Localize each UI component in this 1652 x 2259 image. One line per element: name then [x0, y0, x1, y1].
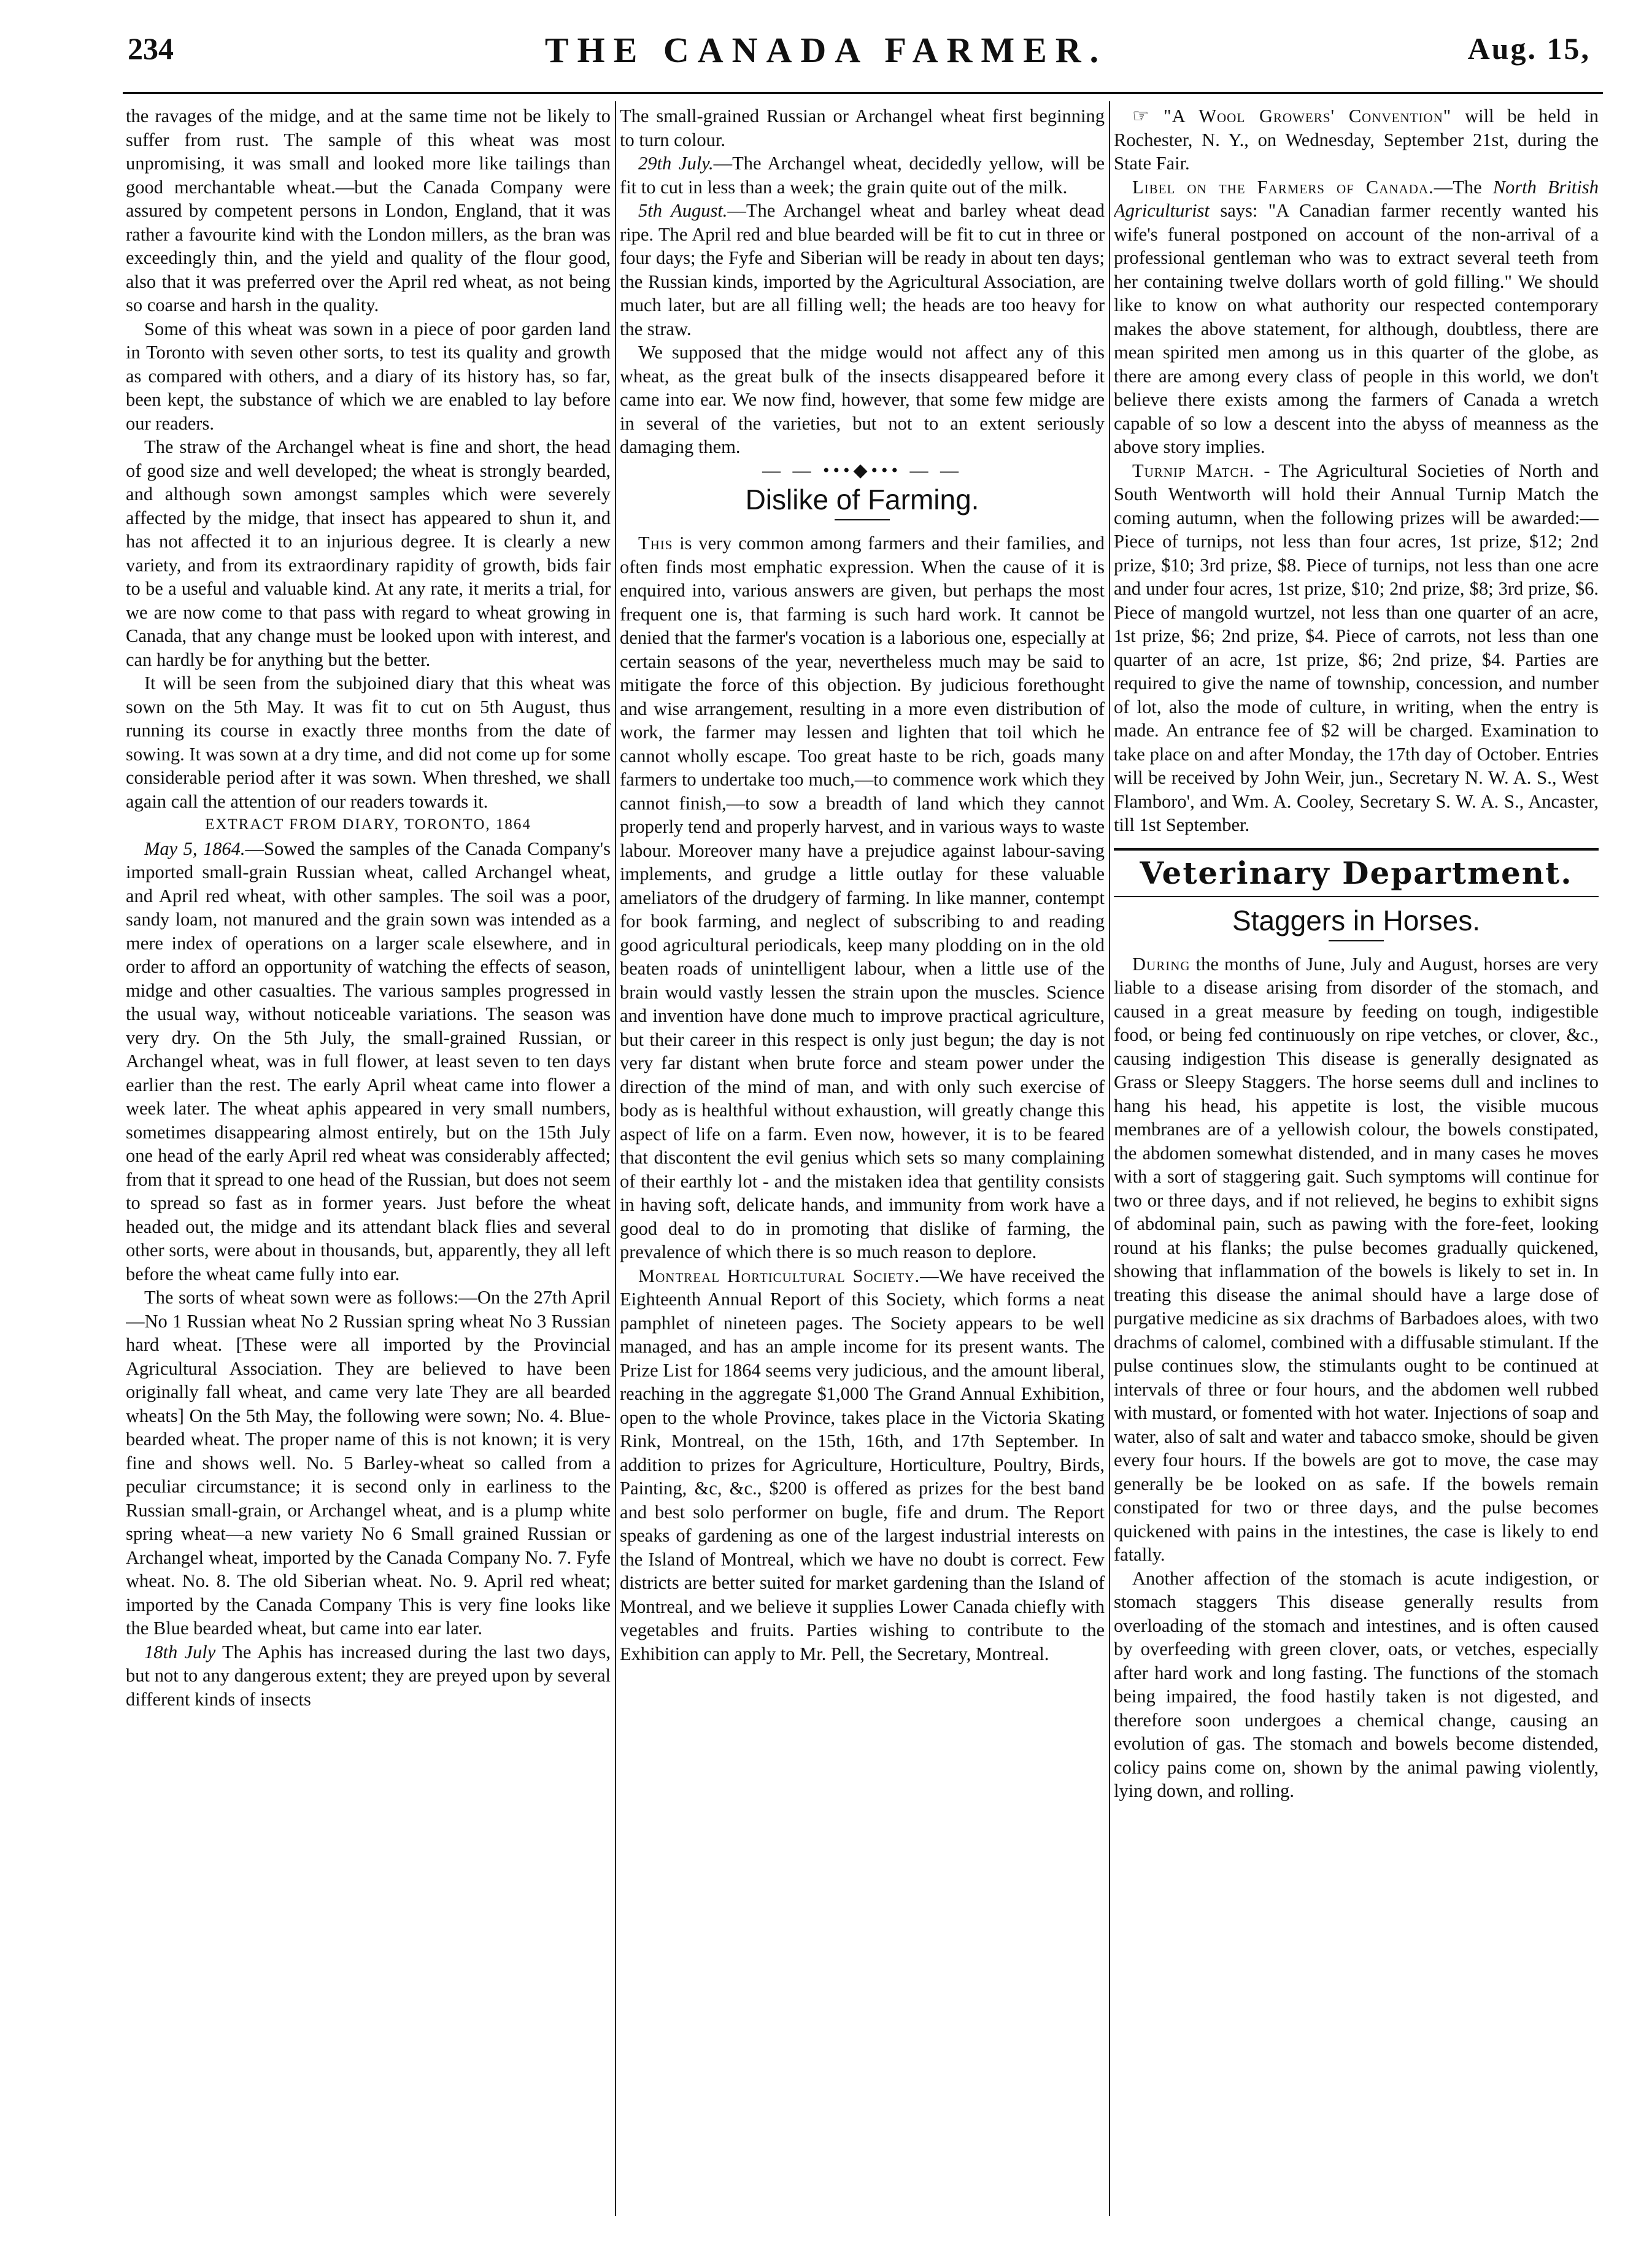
paragraph: Some of this wheat was sown in a piece of poor garden land in Toronto with seven other sorts, to test its quality and growth as compared with others, and a diary of its history has, so far, been kept, the substance of which we are enabled to lay before our readers. [126, 318, 611, 434]
diary-entry [620, 199, 1105, 341]
header-rule [123, 92, 1603, 94]
paragraph-text: will be held in Rochester, N. Y., on Wednesday, September 21st, during the State Fair. [1114, 106, 1599, 174]
article-heading: Staggers in Horses. [1232, 904, 1480, 936]
lead-words: Montreal Horticultural Society. [638, 1265, 921, 1286]
column-divider [1109, 101, 1110, 2216]
paragraph-text: —We have received the Eighteenth Annual Report of this Society, which forms a neat pamphlet of nineteen pages. The Society appears to be well managed, and has an ample income for its present wants. The Prize List for 1864 seems very judicious, and the amount liberal, reaching in the aggregate $1,000 The Grand Annual Exhibition, open to the whole Province, takes place in the Victoria Skating Rink, Montreal, on the 15th, 16th, and 17th September. In addition to prizes for Agriculture, Horticulture, Poultry, Birds, Painting, &c, &c., $200 is offered as prizes for the best band and best solo performer on bugle, fife and drum. The Report speaks of gardening as one of the largest industrial interests on the Island of Montreal, which we have no doubt is correct. Few districts are better suited for market gardening than the Island of Montreal, and we believe it supplies Lower Canada chiefly with vegetables and fruits. Parties wishing to contribute to the Exhibition can apply to Mr. Pell, the Secretary, Montreal. [620, 1265, 1105, 1664]
paragraph [620, 531, 1105, 1264]
column-divider [615, 101, 616, 2216]
column-1 [126, 104, 611, 2216]
paragraph [1114, 459, 1599, 837]
heading-rule [1329, 940, 1384, 941]
heading-rule [835, 519, 890, 520]
paragraph [1114, 176, 1599, 459]
diary-date: May 5, 1864. [144, 838, 245, 859]
lead-words: Turnip Match. [1132, 460, 1255, 481]
section-heading: Veterinary Department. [1140, 854, 1573, 891]
paragraph [620, 1264, 1105, 1666]
paragraph-text: says: "A Canadian farmer recently wanted his wife's funeral postponed on account of the non-arrival of a professional gentleman who was to extract several teeth from her containing twelve dollars worth of gold filling." We should like to know on what authority our respected contemporary makes the above statement, for although, doubtless, there are mean spirited men among us in this quarter of the globe, as there are among every class of people in this world, we don't believe there exists among the farmers of Canada a wretch capable of so low a descent into the abyss of meanness as the above story implies. [1114, 200, 1599, 457]
paragraph-text: —The [1434, 176, 1493, 198]
lead-word: This [638, 533, 673, 554]
paragraph: We supposed that the midge would not affect any of this wheat, as the great bulk of the insects disappeared before it came into ear. We now find, however, that some few midge are in several of the varieties, but not to an extent seriously damaging them. [620, 342, 1105, 457]
diary-text: —The Archangel wheat and barley wheat dead ripe. The April red and blue bearded will be fit to cut in three or four days; the Fyfe and Siberian will be ready in about ten days; the Russian kinds, imported by the Agricultural Association, are much later, but are all filling well; the heads are too heavy for the straw. [620, 200, 1105, 339]
issue-date: Aug. 15, [1467, 31, 1591, 66]
paragraph-text: is very common among farmers and their families, and often finds most emphatic expression. When the cause of it is enquired into, various answers are given, but perhaps the most frequent one is, that farming is such hard work. It cannot be denied that the farmer's vocation is a laborious one, especially at certain seasons of the year, nevertheless much may be said to mitigate the force of this objection. By judicious forethought and wise arrangement, resulting in a more even distribution of work, the farmer may lessen and lighten that toil which he cannot wholly escape. Too great haste to be rich, goads many farmers to undertake too much,—to commence work which they cannot finish,—to sow a breadth of land which they cannot properly tend and properly harvest, and in various ways to waste labour. Moreover many have a prejudice against labour-saving implements, and grudge a little outlay for these valuable ameliators of the drudgery of farming. In like manner, contempt for book farming, and neglect of subscribing to and reading good agricultural periodicals, keep many plodding on in the old beaten roads of unintelligent labour, when a little use of the brain would vastly lessen the strain upon the muscles. Science and invention have done much to improve practical agriculture, but their career in this respect is only just begun; the day is not very far distant when brute force and steam power under the direction of the mind of man, and with only such exercise of body as is healthful without exhaustion, will greatly change this aspect of life on a farm. Even now, however, it is to be feared that discontent the evil genius which sets so many complaining of their earthly lot - and the mistaken idea that gentility consists in having soft, delicate hands, and immunity from work have a good deal to do in promoting that dislike of farming, the prevalence of which there is so much reason to deplore. [620, 533, 1105, 1262]
section-rule [1114, 848, 1599, 851]
diary-entry [126, 837, 611, 1286]
lead-words: Libel on the Farmers of Canada. [1132, 176, 1434, 198]
paragraph-text: - The Agricultural Societies of North and South Wentworth will hold their Annual Turnip Match the coming autumn, when the following prizes will be awarded:—Piece of turnips, not less than four acres, 1st prize, $12; 2nd prize, $10; 3rd prize, $8. Piece of turnips, not less than one acre and under four acres, 1st prize, $10; 2nd prize, $8; 3rd prize, $6. Piece of mangold wurtzel, not less than one quarter of an acre, 1st prize, $6; 2nd prize, $4. Piece of carrots, not less than one quarter of an acre, 1st prize, $6; 2nd prize, $4. Parties are required to give the name of township, concession, and number of lot, also the mode of culture, in writing, when the entry is made. An entrance fee of $2 will be charged. Examination to take place on and after Monday, the 17th day of October. Entries will be received by John Weir, jun., Secretary N. W. A. S., West Flamboro', and Wm. A. Cooley, Secretary S. W. A. S., Ancaster, till 1st September. [1114, 460, 1599, 835]
masthead [0, 0, 1652, 117]
diary-date: 29th July. [638, 153, 714, 174]
paragraph-text: the months of June, July and August, horses are very liable to a disease arising from disorder of the stomach, and caused in a great measure by feeding on tough, indigestible food, or being fed continuously on ripe vetches, or clover, &c., causing indigestion This disease is generally designated as Grass or Sleepy Staggers. The horse seems dull and inclines to hang his head, his appetite is lost, the visible mucous membranes are of a yellowish colour, the bowels constipated, the abdomen somewhat distended, and in many cases he moves with a sort of staggering gait. Such symptoms will continue for two or three days, and if not relieved, he begins to exhibit signs of abdominal pain, such as pawing with the fore-feet, looking round at his flanks; the pulse becomes gradually quickened, showing that inflammation of the bowels is likely to set in. In treating this disease the animal should have a large dose of purgative medicine as six drachms of Barbadoes aloes, with two drachms of calomel, combined with a diffusable stimulant. If the pulse continues slow, the stimulants ought to be continued at intervals of three or four hours, and the abdomen well rubbed with mustard, or fomented with hot water. Injections of soap and water, also of salt and water and tabacco smoke, should be given every four hours. If the bowels are got to move, the case may generally be be looked on as safe. If the bowels remain constipated for two or three days, and the pulse becomes quickened with pains in the intestines, the case is likely to end fatally. [1114, 953, 1599, 1565]
diary-heading: EXTRACT FROM DIARY, TORONTO, 1864 [205, 816, 531, 833]
paragraph: Another affection of the stomach is acute indigestion, or stomach staggers This disease generally results from overloading of the stomach and intestines, and is often caused by overfeeding with green clover, oats, or vetches, especially after hard work and long fasting. The functions of the stomach being impaired, the food hastily taken is not digested, and therefore soon undergoes a chemical change, causing an evolution of gas. The stomach and bowels become distended, colicy pains come on, shown by the animal pawing violently, lying down, and rolling. [1114, 1567, 1599, 1801]
paragraph: the ravages of the midge, and at the same time not be likely to suffer from rust. The sample of this wheat was most unpromising, it was small and looked more like tailings than good merchantable wheat.—but the Canada Company were assured by competent persons in London, England, that it was rather a favourite kind with the London millers, as the bran was exceedingly thin, and the yield and quality of the flour good, also that it was preferred over the April red wheat, as not being so coarse and harsh in the quality. [126, 106, 611, 315]
diary-entry [126, 1640, 611, 1712]
lead-word: During [1132, 953, 1191, 975]
diary-date: 5th August. [638, 200, 728, 221]
paragraph [1114, 104, 1599, 176]
ornamental-separator: — — •••◆••• — — [762, 460, 963, 481]
article-heading: Dislike of Farming. [745, 484, 979, 516]
source-title: North British Agriculturist [1114, 176, 1599, 221]
paragraph: The small-grained Russian or Archangel wheat first beginning to turn colour. [620, 106, 1105, 150]
paragraph: It will be seen from the subjoined diary that this wheat was sown on the 5th May. It was fit to cut on 5th August, thus running its course in exactly three months from the date of sowing. It was sown at a dry time, and did not come up for some considerable period after it was sown. When threshed, we shall again call the attention of our readers towards it. [126, 673, 611, 812]
diary-text: The Aphis has increased during the last two days, but not to any dangerous extent; they are preyed upon by several different kinds of insects [126, 1641, 611, 1710]
section-rule [1114, 896, 1599, 897]
paragraph: The straw of the Archangel wheat is fine and short, the head of good size and well developed; the wheat is strongly bearded, and although sown amongst samples which were severely affected by the midge, that insect has appeared to shun it, and has not affected it to an injurious degree. It is clearly a new variety, and from its extraordinary rapidity of growth, bids fair to be a useful and valuable kind. At any rate, it merits a trial, for we are now come to that pass with regard to wheat growing in Canada, that any change must be looked upon with interest, and can hardly be for anything but the better. [126, 436, 611, 670]
diary-entry [620, 152, 1105, 199]
diary-date: 18th July [144, 1641, 216, 1662]
column-3 [1114, 104, 1599, 2216]
diary-text: —Sowed the samples of the Canada Company's imported small-grain Russian wheat, called Archangel wheat, and April red wheat, with other samples. The soil was a poor, sandy loam, not manured and the grain sown was intended as a mere index of operations on a larger scale elsewhere, and in order to afford an opportunity of watching the effects of season, midge and other casualties. The various samples progressed in the usual way, without noticeable variations. The season was very dry. On the 5th July, the small-grained Russian, or Archangel wheat, was in full flower, at least seven to ten days earlier than the rest. The early April wheat came into flower a week later. The wheat aphis appeared in very small numbers, sometimes disappearing almost entirely, but on the 15th July one head of the early April red wheat was considerably affected; from that it spread to one head of the Russian, but does not seem to spread so fast as in former years. Just before the wheat headed out, the midge and its attendant black flies and several other sorts, were about in thousands, but, apparently, they all left before the wheat came fully into ear. [126, 838, 611, 1284]
page-number: 234 [128, 31, 174, 66]
paragraph: The sorts of wheat sown were as follows:—On the 27th April—No 1 Russian wheat No 2 Russian spring wheat No 3 Russian hard wheat. [These were all imported by the Provincial Agricultural Association. They are believed to have been originally fall wheat, and came very late They are all bearded wheats] On the 5th May, the following were sown; No. 4. Blue-bearded wheat. The proper name of this is not known; it is very fine and shows well. No. 5 Barley-wheat so called from a peculiar circumstance; it is second only in earliness to the Russian small-grain, or Archangel wheat, and is a plump white spring wheat—a new variety No 6 Small grained Russian or Archangel wheat, imported by the Canada Company No. 7. Fyfe wheat. No. 8. The old Siberian wheat. No. 9. April red wheat; imported by the Canada Company This is very fine looks like the Blue bearded wheat, but came into ear later. [126, 1287, 611, 1639]
lead-words: ☞ "A Wool Growers' Convention" [1132, 106, 1452, 126]
newspaper-title: THE CANADA FARMER. [544, 30, 1108, 70]
diary-text: —The Archangel wheat, decidedly yellow, will be fit to cut in less than a week; the grain quite out of the milk. [620, 153, 1105, 198]
paragraph [1114, 952, 1599, 1567]
column-2 [620, 104, 1105, 2216]
